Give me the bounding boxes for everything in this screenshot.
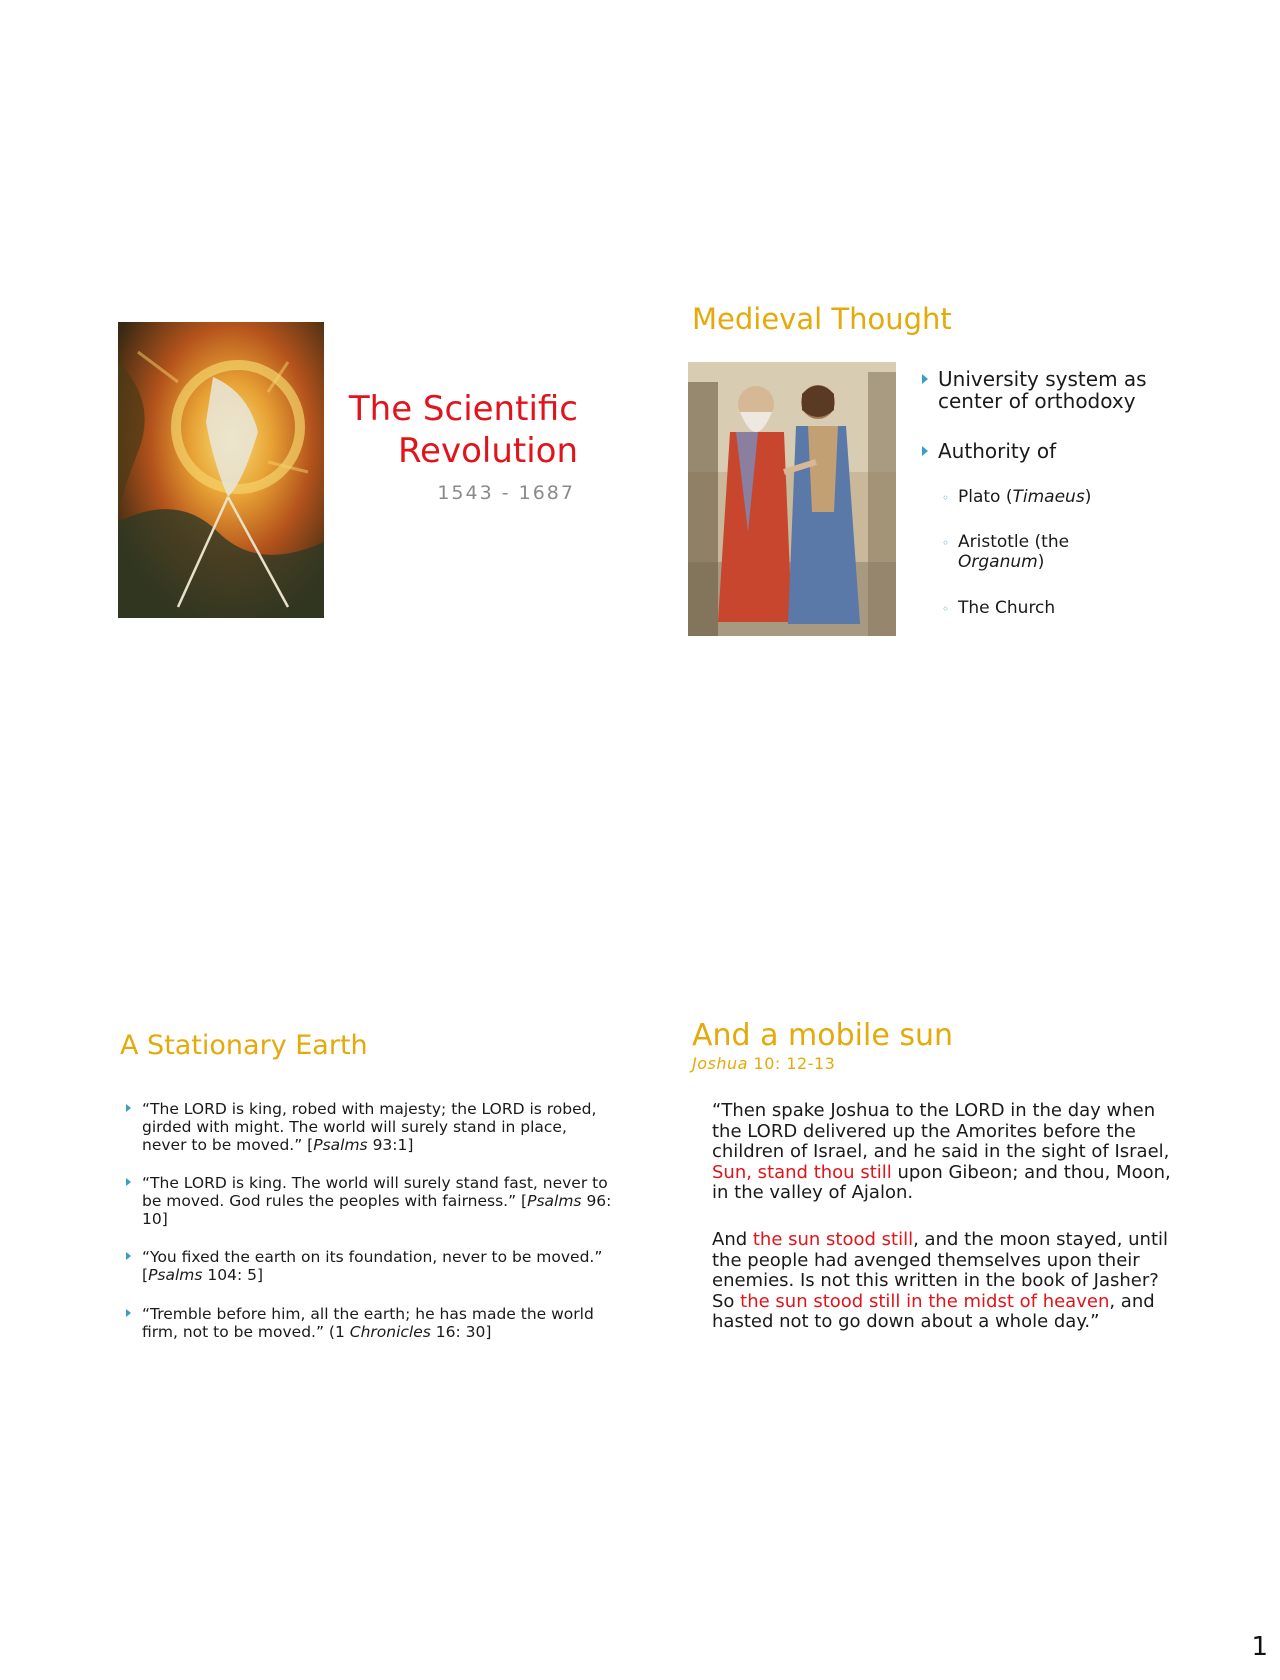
quote-ref: 96: 10]: [142, 1192, 612, 1228]
para-highlight: Sun, stand thou still: [712, 1161, 892, 1183]
para-text: And: [712, 1229, 753, 1250]
arrow-bullet-icon: [126, 1178, 131, 1186]
bullet-university-line2: center of orthodoxy: [938, 389, 1136, 413]
quote-ref: 104: 5]: [202, 1266, 264, 1284]
slide4-reference: [692, 1054, 835, 1073]
arrow-bullet-icon: [922, 374, 928, 384]
page-number: 1: [1251, 1632, 1268, 1662]
quote-item: [126, 1100, 612, 1154]
quote-text: “You fixed the earth on its foundation, never to be moved.” [: [142, 1248, 603, 1284]
quote-book: Chronicles: [349, 1323, 431, 1341]
slide4-ref-book: Joshua: [692, 1054, 748, 1073]
quote-book: Psalms: [527, 1192, 582, 1210]
slide3-title: A Stationary Earth: [120, 1030, 368, 1061]
sub-bullet-plato-text: Plato (: [958, 487, 1013, 507]
bullet-authority: [922, 440, 1056, 462]
ring-bullet-icon: ◦: [942, 602, 950, 616]
ancient-of-days-painting: [118, 322, 324, 618]
quote-text: “Tremble before him, all the earth; he has made the world firm, not to be moved.” (1: [142, 1305, 594, 1341]
quote-book: Psalms: [313, 1136, 368, 1154]
sub-bullet-plato: [942, 487, 1091, 507]
para-highlight: the sun stood still: [752, 1229, 914, 1250]
sub-bullet-church-text: The Church: [958, 598, 1056, 618]
ring-bullet-icon: ◦: [942, 491, 950, 505]
para-text: upon Gibeon; and thou, Moon, in the valley of Ajalon.: [712, 1161, 1171, 1203]
slide2-title: Medieval Thought: [692, 302, 952, 336]
para-text: “Then spake Joshua to the LORD in the day when the LORD delivered up the Amorites before the children of Israel, and he said in the sight of Israel,: [712, 1100, 1170, 1162]
sub-bullet-aristotle-italic: Organum: [958, 552, 1038, 572]
slide1-title-line2: Revolution: [397, 431, 578, 471]
slide4-ref-verse: 10: 12-13: [747, 1054, 836, 1073]
joshua-paragraph-2: [712, 1230, 1182, 1333]
para-highlight: the sun stood still in the midst of heaven: [740, 1290, 1110, 1312]
sub-bullet-aristotle: [942, 532, 1098, 572]
bullet-university-line1: University system as: [938, 367, 1147, 391]
arrow-bullet-icon: [126, 1252, 131, 1260]
sub-bullet-plato-italic: Timaeus: [1012, 487, 1085, 507]
slide1-title-line1: The Scientific: [348, 389, 578, 429]
sub-bullet-church: [942, 598, 1055, 618]
plato-aristotle-painting: [688, 362, 896, 636]
sub-bullet-aristotle-text: Aristotle (the: [958, 532, 1070, 552]
arrow-bullet-icon: [126, 1104, 131, 1112]
bullet-authority-line1: Authority of: [938, 439, 1057, 463]
quote-item: [126, 1248, 612, 1284]
sub-bullet-aristotle-close: ): [1037, 552, 1045, 572]
ring-bullet-icon: ◦: [942, 536, 950, 550]
quote-text: “The LORD is king. The world will surely stand fast, never to be moved. God rules the peoples with fairness.” [: [142, 1174, 608, 1210]
quote-text: “The LORD is king, robed with majesty; the LORD is robed, girded with might. The world will surely stand in place, never to be moved.” [: [142, 1100, 597, 1154]
slide4-title: And a mobile sun: [692, 1018, 953, 1053]
arrow-bullet-icon: [922, 446, 928, 456]
quote-ref: 93:1]: [367, 1136, 414, 1154]
sub-bullet-plato-close: ): [1084, 487, 1092, 507]
quote-item: [126, 1305, 612, 1341]
arrow-bullet-icon: [126, 1309, 131, 1317]
slide1-title: [300, 388, 578, 472]
para-text: , and the moon stayed, until the people had avenged themselves upon their enemies. Is not this written in the book of Jasher? So: [712, 1229, 1169, 1312]
quote-book: Psalms: [148, 1266, 203, 1284]
bullet-university: [922, 368, 1147, 412]
quote-item: [126, 1174, 612, 1228]
para-text: , and hasted not to go down about a whole day.”: [712, 1290, 1155, 1332]
quote-ref: 16: 30]: [430, 1323, 492, 1341]
slide1-subtitle: 1543 - 1687: [437, 482, 575, 504]
joshua-paragraph-1: [712, 1101, 1182, 1204]
